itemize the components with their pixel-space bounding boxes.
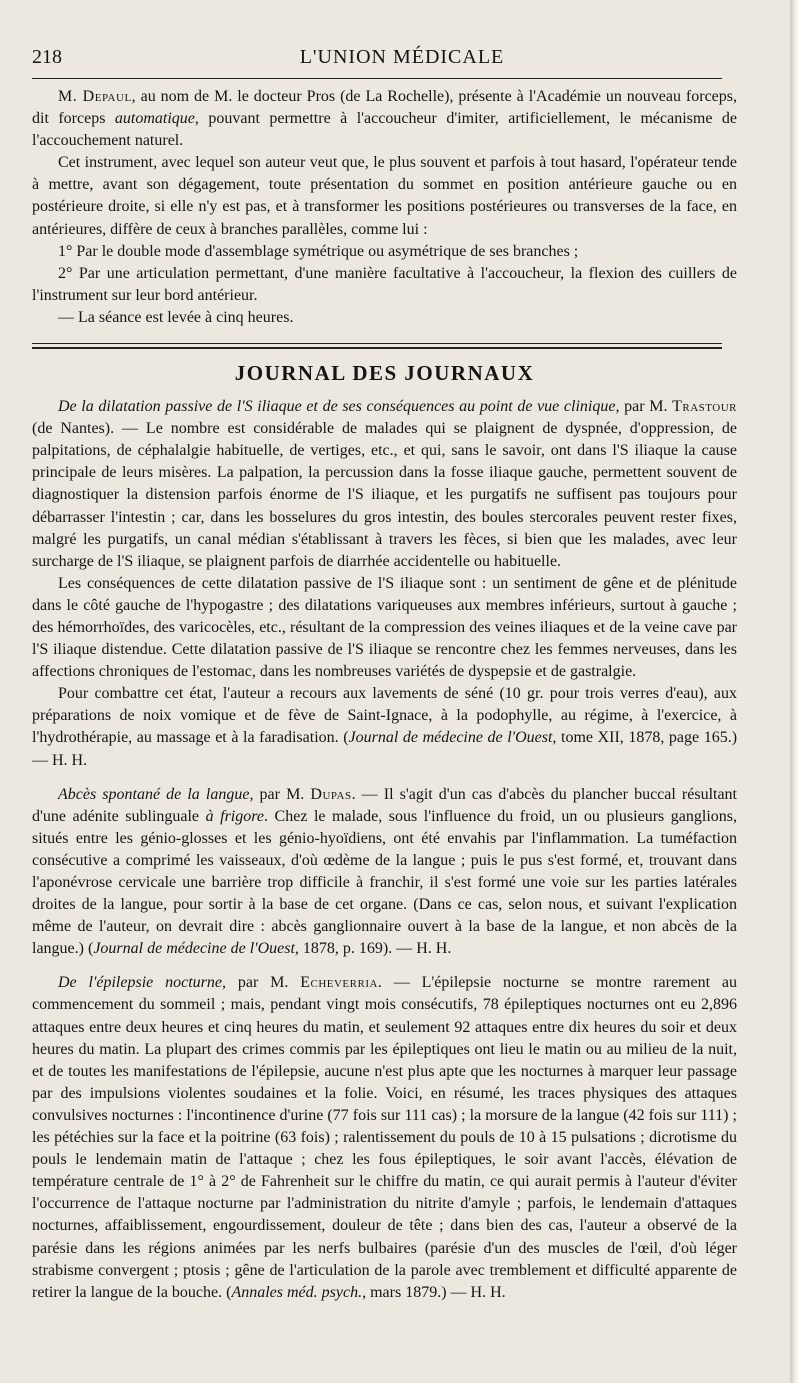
list-item: 1° Par le double mode d'assemblage symétrique ou asymétrique de ses branches ; [58, 242, 579, 260]
session-closed-text: — La séance est levée à cinq heures. [58, 308, 294, 326]
page-header [32, 46, 772, 76]
section-title: JOURNAL DES JOURNAUX [234, 361, 535, 386]
article-title: Abcès spontané de la langue, [58, 785, 254, 803]
author-name: Trastour [672, 398, 738, 416]
instrument-paragraph: Cet instrument, avec lequel son auteur veut que, le plus souvent et parfois à tout hasard, l'opérateur tende à mettre, avant son dégagement, toute présentation du sommet en position antérieure gauche ou en postérieure droite, si elle n'y est pas, et à transformer les positions postérieures ou transverses de la face, en antérieures, diffère de ceux à branches parallèles, comme lui : [32, 154, 737, 238]
section-double-rule [32, 343, 722, 349]
list-item: 2° Par une articulation permettant, d'une manière facultative à l'accoucheur, la flexion des cuillers de l'instrument sur leur bord antérieur. [32, 264, 737, 304]
forceps-paragraph: M. Depaul, au nom de M. le docteur Pros (de La Rochelle), présente à l'Académie un nouveau forceps, dit forceps automatique, pouvant permettre à l'accoucheur d'imiter, artificiellement, le mécanisme de l'accouchement naturel. [32, 88, 738, 150]
page-edge-shadow [790, 0, 800, 1383]
running-title: L'UNION MÉDICALE [299, 46, 505, 68]
page-number: 218 [32, 46, 62, 68]
journal-citation: Annales méd. psych. [231, 1283, 363, 1301]
page-content [32, 86, 737, 1304]
article-s-iliaque: De la dilatation passive de l'S iliaque et de ses conséquences au point de vue clinique, par M. Trastour (de Nantes). — Le nombre est considérable de malades qui se plaignent de dyspnée, d'oppression, de palpitations, de céphalalgie habituelle, de vertiges, etc., et qui, sans le savoir, ont dans l'S iliaque la cause principale de leurs misères. La palpation, la percussion dans la fosse iliaque gauche, permettent souvent de diagnostiquer la distension parfois énorme de l'S iliaque, et les purgatifs ne suffisent pas toujours pour débarrasser l'intestin ; car, dans les bosselures du gros intestin, des boules stercorales peuvent rester fixes, malgré les purgatifs, un canal médian s'établissant à travers les fèces, si bien que les malades, avec leur surcharge de l'S iliaque, se plaignent parfois de diarrhée accidentelle ou habituelle. Les conséquences de cette dilatation passive de l'S iliaque sont : un sentiment de gêne et de plénitude dans le côté gauche de l'hypogastre ; des dilatations variqueuses aux membres inférieurs, surtout à gauche ; des hémorrhoïdes, des varicocèles, etc., résultant de la compression des veines iliaques et de la veine cave par l'S iliaque distendue. Cette dilatation passive de l'S iliaque se rencontre chez les femmes nerveuses, dans les affections chroniques de l'estomac, dans les nombreuses variétés de dyspepsie et de gastralgie. Pour combattre cet état, l'auteur a recours aux lavements de séné (10 gr. pour trois verres d'eau), aux préparations de noix vomique et de fève de Saint-Ignace, à la podophylle, au régime, à l'exercice, à l'hydrothérapie, au massage et à la faradisation. (Journal de médecine de l'Ouest, tome XII, 1878, page 165.) — H. H. [32, 396, 737, 772]
article-paragraph: Les conséquences de cette dilatation passive de l'S iliaque sont : un sentiment de gêne et de plénitude dans le côté gauche de l'hypogastre ; des dilatations variqueuses aux membres inférieurs, surtout à gauche ; des hémorrhoïdes, des varicocèles, etc., résultant de la compression des veines iliaques et de la veine cave par l'S iliaque distendue. Cette dilatation passive de l'S iliaque se rencontre chez les femmes nerveuses, dans les affections chroniques de l'estomac, dans les nombreuses variétés de dyspepsie et de gastralgie. [32, 574, 737, 681]
article-title: De la dilatation passive de l'S iliaque et de ses conséquences au point de vue clinique, [58, 398, 620, 416]
header-rule [32, 78, 722, 79]
article-paragraph: Pour combattre cet état, l'auteur a recours aux lavements de séné (10 gr. pour trois verres d'eau), aux préparations de noix vomique et de fève de Saint-Ignace, à la podophylle, au régime, à l'exercice, à l'hydrothérapie, au massage et à la faradisation. (Journal de médecine de l'Ouest, tome XII, 1878, page 165.) — H. H. [32, 685, 738, 769]
journal-citation: Journal de médecine de l'Ouest [93, 940, 295, 958]
article-abces-langue: Abcès spontané de la langue, par M. Dupas. — Il s'agit d'un cas d'abcès du plancher buccal résultant d'une adénite sublinguale à frigore. Chez le malade, sous l'influence du froid, un ou plusieurs ganglions, situés entre les génio-glosses et les génio-hyoïdiens, ont été envahis par l'inflammation. La tuméfaction consécutive a comprimé les vaisseaux, d'où œdème de la langue ; puis le pus s'est formé, et, trouvant dans l'aponévrose cervicale une barrière trop difficile à franchir, il s'est formé une voie sur les parties latérales droites de la langue, pour sortir à la base de cet organe. (Dans ce cas, selon nous, et suivant l'explication même de l'auteur, on devrait dire : abcès ganglionnaire ouvert à la base de la langue, et non abcès de la langue.) (Journal de médecine de l'Ouest, 1878, p. 169). — H. H. [32, 785, 738, 958]
academy-section [32, 86, 737, 329]
author-name: Echeverria [300, 974, 378, 992]
author-name: Dupas [310, 785, 352, 803]
article-title: De l'épilepsie nocturne, [58, 974, 226, 992]
article-epilepsie-nocturne: De l'épilepsie nocturne, par M. Echeverria. — L'épilepsie nocturne se montre rarement au commencement du sommeil ; mais, pendant vingt mois consécutifs, 78 épileptiques nocturnes ont eu 2,896 attaques entre deux heures et cinq heures du matin, et seulement 92 attaques entre dix heures du soir et deux heures du matin. La plupart des crimes commis par les épileptiques ont lieu le matin ou au milieu de la nuit, et de toutes les manifestations de l'épilepsie, aucune n'est plus apte que les nocturnes à marquer leur passage par des impulsions violentes soudaines et la folie. Voici, en résumé, les traces physiques des attaques convulsives nocturnes : l'incontinence d'urine (77 fois sur 111 cas) ; la morsure de la langue (42 fois sur 111) ; les pétéchies sur la face et la poitrine (63 fois) ; ralentissement du pouls de 10 à 15 pulsations ; dicrotisme du pouls le lendemain matin de l'attaque ; chez les fous épileptiques, le soir avant l'accès, élévation de température centrale de 1° à 2° de Fahrenheit sur le chiffre du matin, ce qui aurait permis à l'auteur d'éviter l'occurrence de l'attaque nocturne par l'administration du nitrite d'amyle ; parfois, le lendemain d'attaques nocturnes, affaiblissement, engourdissement, douleur de tête ; dans bien des cas, l'auteur a observé de la parésie dans les régions animées par les nerfs bulbaires (parésie d'un des muscles de l'œil, d'où léger strabisme convergent ; ptosis ; gêne de l'articulation de la parole avec tremblement et difficulté apparente de retirer la langue de la bouche. (Annales méd. psych., mars 1879.) — H. H. [32, 974, 738, 1301]
journal-citation: Journal de médecine de l'Ouest [348, 729, 553, 747]
author-name: M. Depaul [58, 88, 132, 105]
